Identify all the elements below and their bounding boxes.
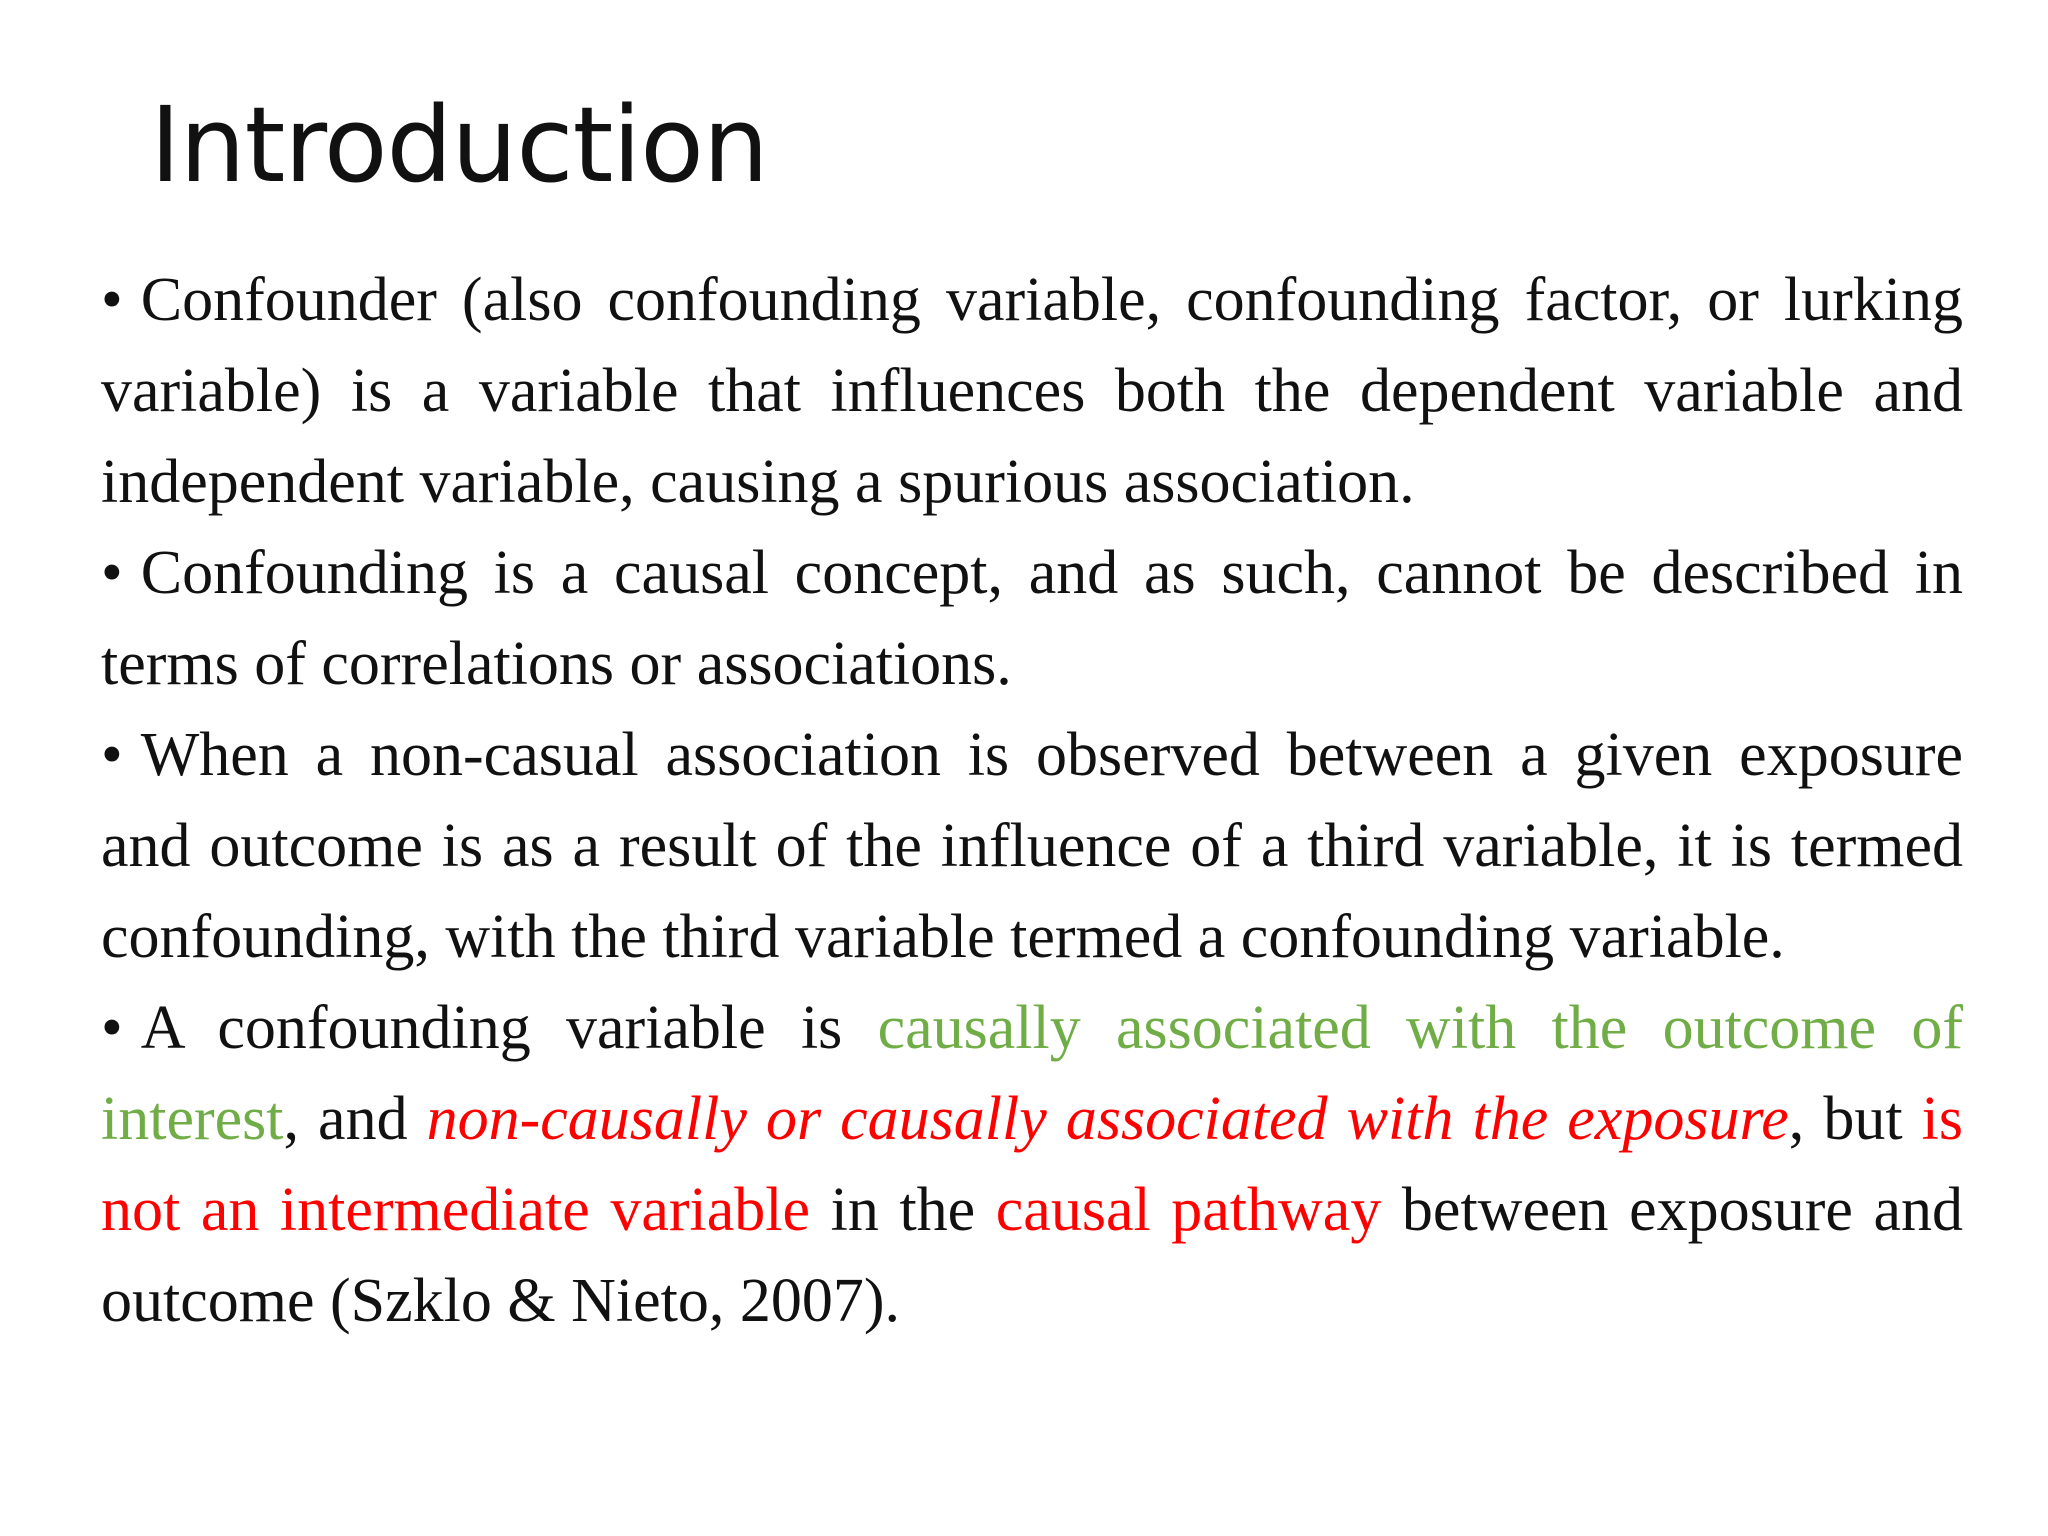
slide-title: Introduction: [150, 84, 768, 206]
bullet-list: [101, 255, 1963, 1347]
highlight-exposure-association: non-causally or causally associated with the exposure: [426, 1085, 1789, 1153]
bullet-marker: •: [101, 266, 123, 334]
bullet-text-segment: A confounding variable is: [140, 994, 878, 1062]
highlight-causal-pathway: causal pathway: [995, 1176, 1382, 1244]
bullet-text-segment: , but: [1788, 1085, 1922, 1153]
bullet-item-non-causal-association: [101, 710, 1963, 983]
bullet-text-segment: , and: [283, 1085, 427, 1153]
bullet-text-segment: between exposure and outcome (Szklo & Nieto, 2007).: [101, 1176, 1963, 1335]
bullet-text: When a non-casual association is observed between a given exposure and outcome is as a result of the influence of a third variable, it is termed confounding, with the third variable termed a confounding variable.: [101, 721, 1963, 971]
bullet-marker: •: [101, 539, 123, 607]
highlight-not-intermediate: is not an intermediate variable: [101, 1085, 1963, 1244]
bullet-text: Confounder (also confounding variable, confounding factor, or lurking variable) is a variable that influences both the dependent variable and independent variable, causing a spurious association.: [101, 266, 1963, 516]
bullet-text: Confounding is a causal concept, and as such, cannot be described in terms of correlations or associations.: [101, 539, 1963, 698]
bullet-item-confounding-criteria: [101, 983, 1963, 1347]
bullet-marker: •: [101, 721, 123, 789]
bullet-marker: •: [101, 994, 123, 1062]
bullet-text-segment: in the: [810, 1176, 996, 1244]
highlight-outcome-association: causally associated with the outcome of interest: [101, 994, 1963, 1153]
bullet-item-causal-concept: [101, 528, 1963, 710]
bullet-item-confounder-definition: [101, 255, 1963, 528]
